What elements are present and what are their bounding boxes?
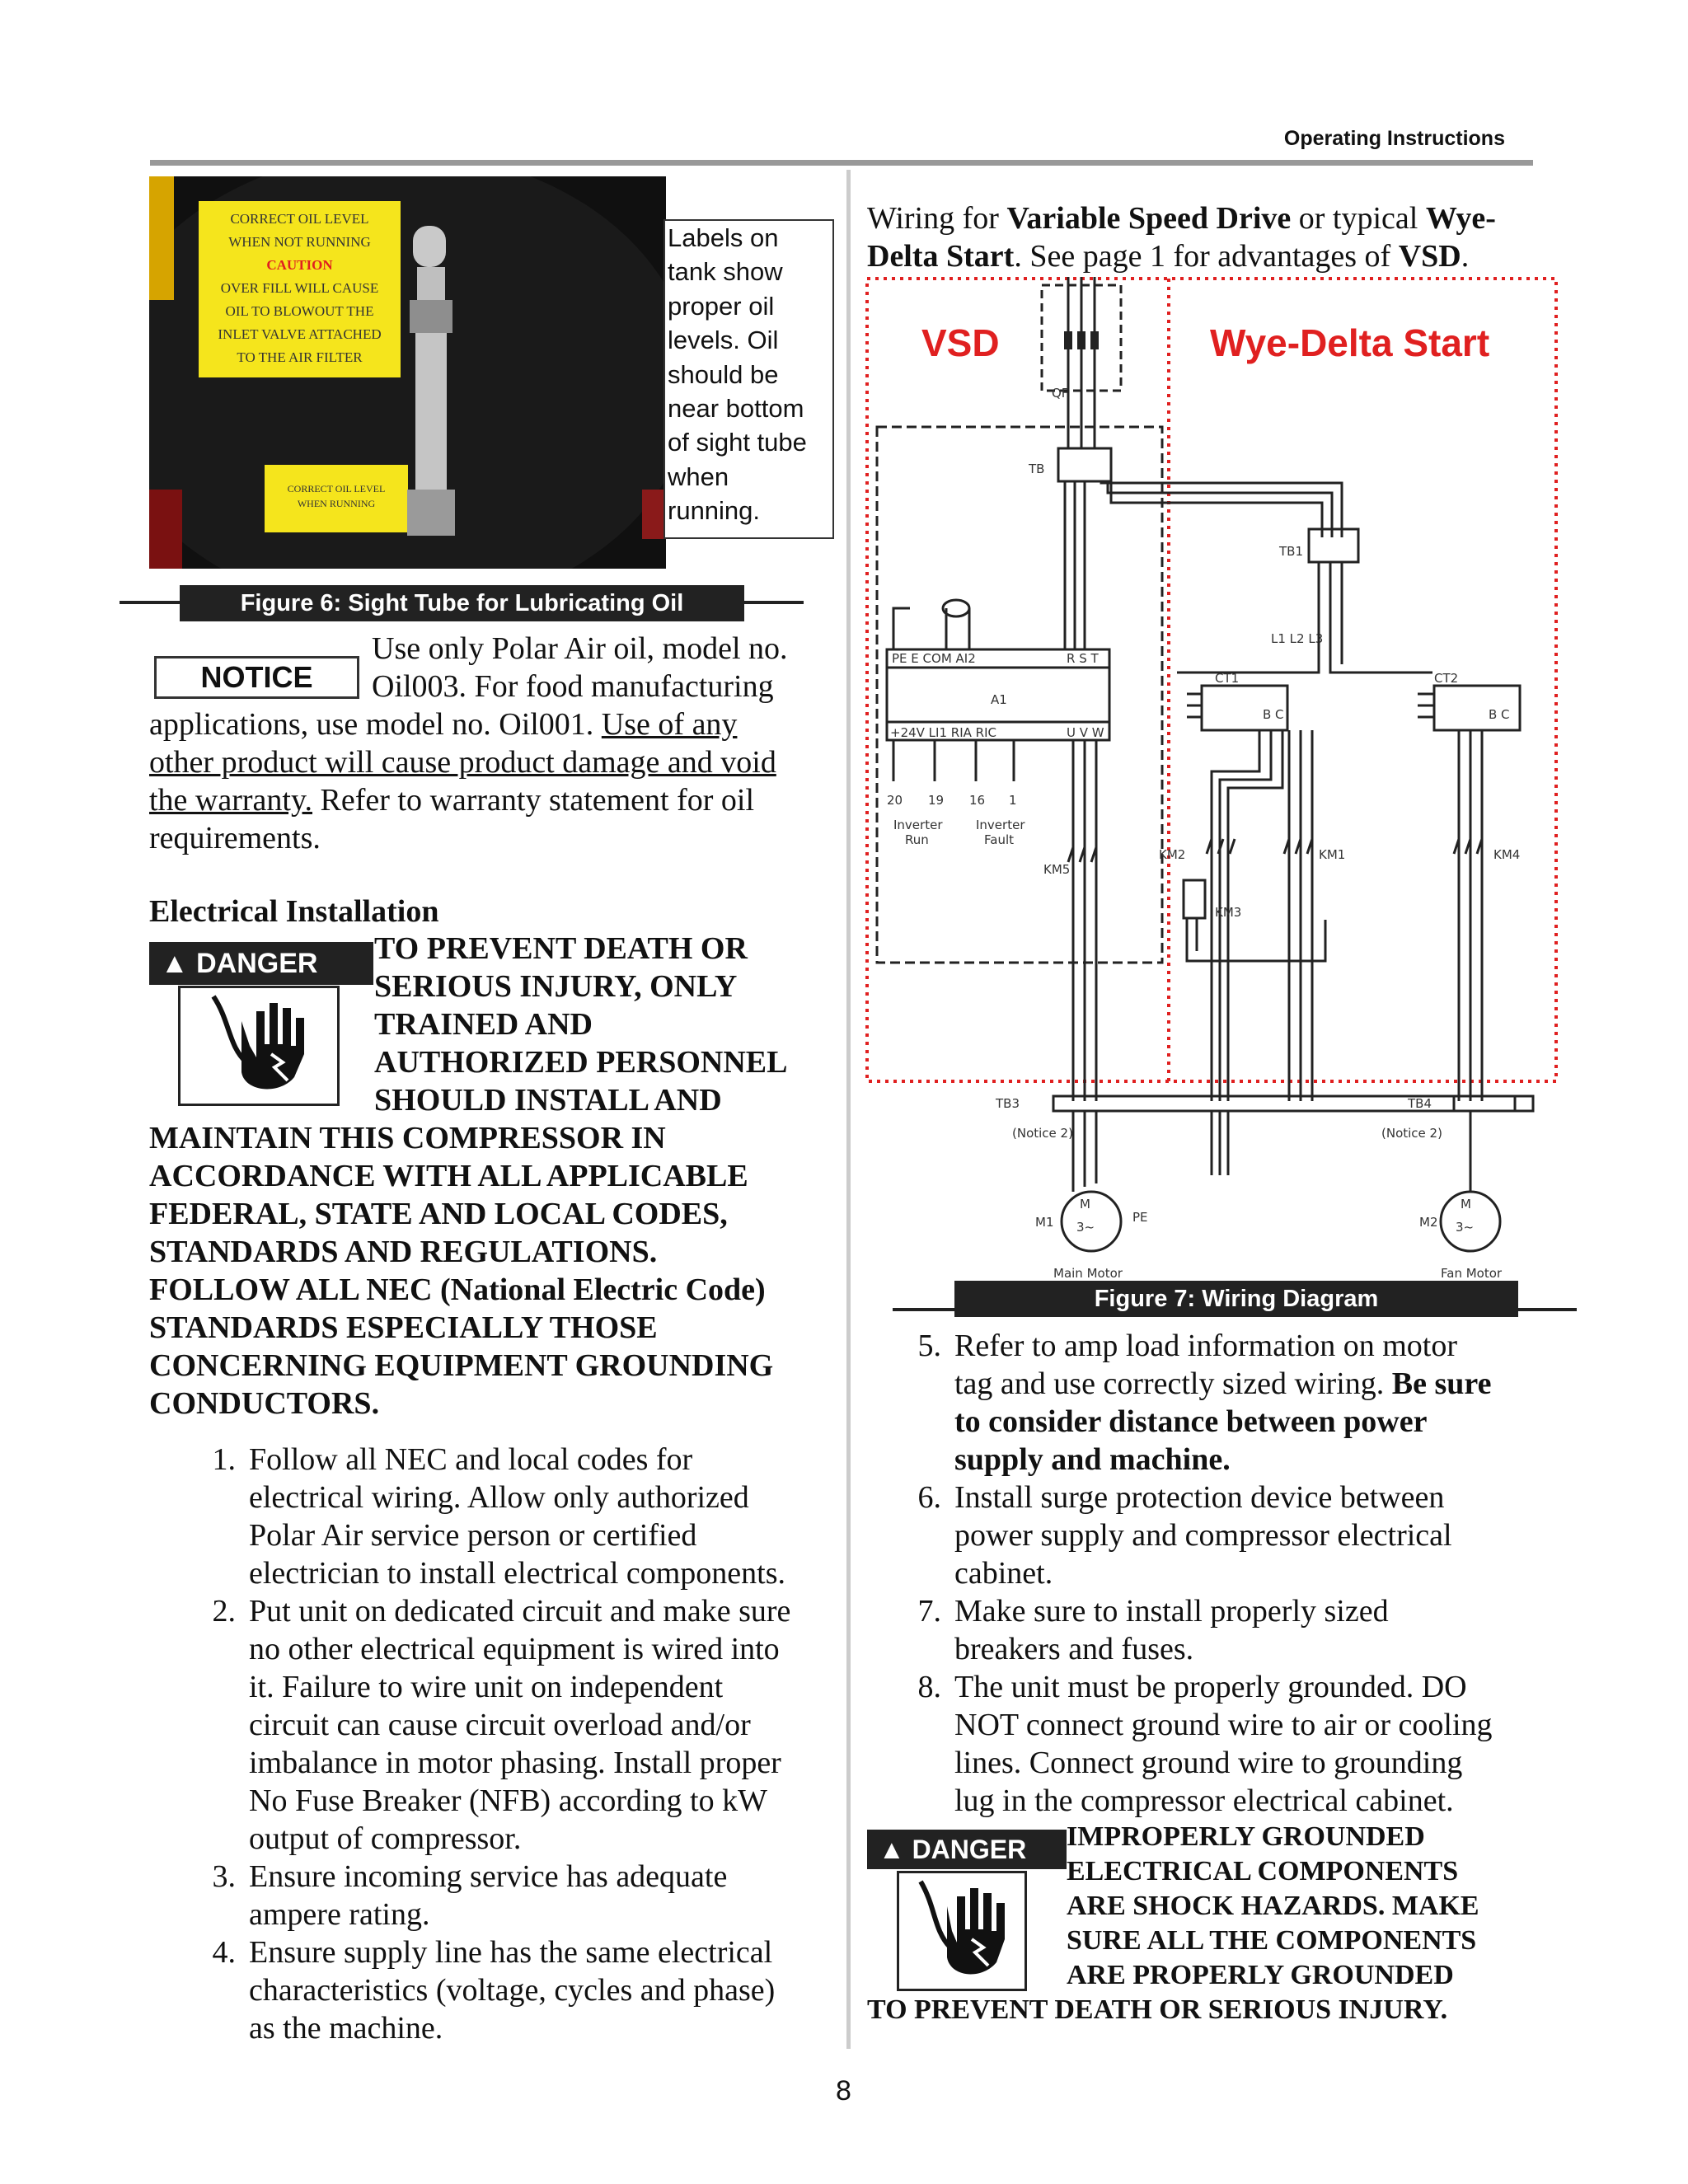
wye-delta-label: Wye-Delta Start (1210, 321, 1490, 364)
notice-line (149, 705, 737, 743)
list-line: Ensure incoming service has adequate (249, 1859, 728, 1894)
list-item (895, 1592, 1554, 1668)
danger-text-line: TRAINED AND (374, 1007, 593, 1042)
list-line: Follow all NEC and local codes for (249, 1442, 693, 1477)
terminal-20: 20 (887, 793, 903, 808)
intro-text: Wiring for (867, 201, 1007, 236)
list-number: 3. (212, 1859, 236, 1894)
intro-text-bold: Wye- (1425, 201, 1496, 236)
terminal-16: 16 (969, 793, 986, 808)
list-line: breakers and fuses. (954, 1632, 1194, 1666)
running-header: Operating Instructions (1283, 127, 1505, 150)
list-line: imbalance in motor phasing. Install proper (249, 1746, 781, 1780)
a1-terminals-rst: R S T (1067, 651, 1099, 666)
danger-badge (149, 942, 373, 985)
list-line: supply and machine. (954, 1442, 1231, 1477)
tb-block (1058, 448, 1111, 481)
list-number: 6. (917, 1480, 941, 1515)
danger-text-line: SHOULD INSTALL AND (374, 1083, 722, 1118)
list-number: 2. (212, 1594, 236, 1629)
list-number: 7. (917, 1594, 941, 1629)
photo-label-line: CAUTION (266, 257, 333, 273)
inverter-fault-label: Fault (984, 832, 1014, 847)
notice-warning-text: other product will cause product damage and void (149, 745, 776, 780)
figure7-caption: Figure 7: Wiring Diagram (954, 1281, 1518, 1317)
callout-line: of sight tube (668, 428, 807, 457)
notice-line (149, 781, 754, 819)
danger-text-line: SERIOUS INJURY, ONLY (374, 969, 738, 1004)
danger-text-line: ELECTRICAL COMPONENTS (1067, 1856, 1459, 1886)
qf-label: QF (1052, 386, 1069, 401)
column-divider (846, 170, 851, 2049)
danger-text-line: SURE ALL THE COMPONENTS (1067, 1925, 1477, 1956)
callout-line: tank show (668, 257, 783, 287)
callout-line: should be (668, 359, 779, 389)
notice-line: requirements. (149, 821, 321, 855)
danger-text-line: STANDARDS ESPECIALLY THOSE (149, 1310, 658, 1345)
notice-text: Refer to warranty statement for oil (312, 783, 755, 818)
list-line: as the machine. (249, 2011, 443, 2046)
danger-text-line: STANDARDS AND REGULATIONS. (149, 1235, 658, 1269)
list-line: it. Failure to wire unit on independent (249, 1670, 724, 1704)
callout-line: near bottom (668, 394, 804, 424)
notice-badge: NOTICE (154, 656, 359, 699)
danger-text-line: CONDUCTORS. (149, 1386, 380, 1421)
danger-text-line: FEDERAL, STATE AND LOCAL CODES, (149, 1197, 728, 1231)
wiring-intro-line (867, 199, 1496, 237)
danger-text-line: ARE SHOCK HAZARDS. MAKE (1067, 1891, 1479, 1921)
list-line: NOT connect ground wire to air or cooling (954, 1708, 1493, 1742)
km5-label: KM5 (1043, 862, 1071, 877)
warning-triangle-icon: ▲ (161, 948, 189, 979)
list-line: lug in the compressor electrical cabinet. (954, 1783, 1454, 1818)
a1-terminals-bottom: +24V LI1 RIA RIC (890, 725, 996, 740)
list-item (190, 1933, 832, 2049)
m1-label: M1 (1035, 1215, 1054, 1230)
intro-text: . (1461, 239, 1470, 274)
vsd-label: VSD (921, 321, 1000, 364)
km2-label: KM2 (1159, 847, 1186, 862)
inverter-run-label: Inverter (893, 818, 943, 832)
warning-triangle-icon: ▲ (879, 1835, 905, 1864)
list-text: tag and use correctly sized wiring. (954, 1366, 1392, 1401)
tb1-label: TB1 (1279, 544, 1303, 559)
callout-line: when (668, 462, 729, 491)
photo-label-line: WHEN RUNNING (297, 498, 376, 509)
list-line: power supply and compressor electrical (954, 1518, 1452, 1553)
danger-text-line: ACCORDANCE WITH ALL APPLICABLE (149, 1159, 748, 1193)
intro-text-bold: Delta Start (867, 239, 1015, 274)
notice-text: applications, use model no. Oil001. (149, 707, 602, 742)
photo-label-line: INLET VALVE ATTACHED (218, 326, 382, 342)
m2-label: M2 (1419, 1215, 1438, 1230)
list-line: No Fuse Breaker (NFB) according to kW (249, 1783, 767, 1818)
danger-text-line: MAINTAIN THIS COMPRESSOR IN (149, 1121, 666, 1155)
km1-label: KM1 (1319, 847, 1346, 862)
list-line: Refer to amp load information on motor (954, 1329, 1457, 1363)
figure6-caption: Figure 6: Sight Tube for Lubricating Oil (180, 585, 744, 621)
page-number: 8 (836, 2075, 851, 2107)
danger-label: DANGER (912, 1835, 1027, 1864)
notice-warning-text: the warranty. (149, 783, 312, 818)
tb4-bar (1454, 1096, 1533, 1111)
list-number: 8. (917, 1670, 941, 1704)
list-line: The unit must be properly grounded. DO (954, 1670, 1467, 1704)
list-line: no other electrical equipment is wired into (249, 1632, 780, 1666)
km4-label: KM4 (1493, 847, 1521, 862)
motor-m-label: M (1080, 1197, 1090, 1212)
list-line: electrical wiring. Allow only authorized (249, 1480, 749, 1515)
motor-phase-label: 3~ (1456, 1220, 1475, 1235)
photo-label-line: CORRECT OIL LEVEL (287, 483, 386, 494)
notice2-right: (Notice 2) (1381, 1126, 1442, 1141)
photo-label-line: TO THE AIR FILTER (237, 349, 363, 365)
figure6-callout (663, 219, 834, 539)
danger-text-line: TO PREVENT DEATH OR SERIOUS INJURY. (867, 1994, 1448, 2025)
list-line: Polar Air service person or certified (249, 1518, 697, 1553)
list-line (954, 1365, 1491, 1403)
ct2-bc: B C (1489, 707, 1510, 722)
list-text-bold: Be sure (1391, 1366, 1492, 1401)
notice-line: Oil003. For food manufacturing (372, 669, 774, 704)
danger-text-line: CONCERNING EQUIPMENT GROUNDING (149, 1348, 774, 1383)
callout-line: proper oil (668, 291, 775, 321)
tb-label: TB (1029, 462, 1045, 476)
motor-phase-label: 3~ (1076, 1220, 1095, 1235)
list-line: circuit can cause circuit overload and/or (249, 1708, 751, 1742)
tb3-label: TB3 (996, 1096, 1020, 1111)
intro-text-bold: Variable Speed Drive (1006, 201, 1292, 236)
list-item (190, 1592, 832, 1864)
callout-line: running. (668, 496, 761, 526)
notice-line: Use only Polar Air oil, model no. (372, 631, 788, 666)
list-item (895, 1327, 1554, 1483)
list-line: output of compressor. (249, 1821, 522, 1856)
list-item (190, 1858, 832, 1933)
photo-label-line: WHEN NOT RUNNING (228, 234, 371, 250)
list-number: 5. (917, 1329, 941, 1363)
danger-text-line: FOLLOW ALL NEC (National Electric Code) (149, 1272, 766, 1307)
wiring-intro-line (867, 237, 1469, 275)
km3-contactor (1184, 880, 1205, 918)
list-line: ampere rating. (249, 1897, 430, 1932)
list-line: characteristics (voltage, cycles and phase) (249, 1973, 776, 2008)
km3-label: KM3 (1215, 905, 1242, 920)
list-line: Put unit on dedicated circuit and make sure (249, 1594, 791, 1629)
list-line: cabinet. (954, 1556, 1053, 1591)
pe-label: PE (1132, 1210, 1148, 1225)
electric-shock-icon (178, 986, 340, 1106)
a1-terminals-top: PE E COM AI2 (892, 651, 976, 666)
a1-terminals-uvw: U V W (1067, 725, 1104, 740)
electric-shock-icon (897, 1871, 1027, 1991)
list-item (190, 1441, 832, 1597)
a1-label: A1 (991, 692, 1007, 707)
callout-line: levels. Oil (668, 326, 779, 355)
sight-tube-photo (149, 176, 666, 569)
photo-label-line: CORRECT OIL LEVEL (230, 211, 369, 227)
motor-m-label: M (1461, 1197, 1471, 1212)
tb1-block (1309, 529, 1358, 562)
intro-text-bold: VSD (1398, 239, 1461, 274)
ct2-label: CT2 (1434, 671, 1459, 686)
ct1-bc: B C (1263, 707, 1284, 722)
danger-badge (867, 1830, 1067, 1869)
wiring-diagram (864, 277, 1573, 1299)
photo-label-line: OIL TO BLOWOUT THE (225, 303, 374, 319)
l123-label: L1 L2 L3 (1271, 631, 1324, 646)
list-line: Ensure supply line has the same electrical (249, 1935, 773, 1970)
list-number: 4. (212, 1935, 236, 1970)
notice2-left: (Notice 2) (1012, 1126, 1073, 1141)
danger-text-line: IMPROPERLY GROUNDED (1067, 1821, 1425, 1852)
terminal-19: 19 (928, 793, 945, 808)
header-rule (150, 160, 1533, 166)
photo-label-line: OVER FILL WILL CAUSE (220, 280, 379, 296)
vsd-enclosure (877, 427, 1162, 963)
section-heading: Electrical Installation (149, 894, 439, 929)
list-item (895, 1668, 1554, 1825)
list-line: to consider distance between power (954, 1404, 1428, 1439)
tb3-bar (1053, 1096, 1515, 1111)
notice-warning-text: Use of any (601, 707, 738, 742)
list-line: Install surge protection device between (954, 1480, 1445, 1515)
tb4-label: TB4 (1408, 1096, 1432, 1111)
inverter-run-label: Run (905, 832, 929, 847)
main-motor-label: Main Motor (1053, 1266, 1123, 1281)
intro-text: . See page 1 for advantages of (1014, 239, 1399, 274)
list-number: 1. (212, 1442, 236, 1477)
list-line: Make sure to install properly sized (954, 1594, 1389, 1629)
danger-text-line: AUTHORIZED PERSONNEL (374, 1045, 788, 1080)
list-item (895, 1479, 1554, 1594)
ct1-label: CT1 (1215, 671, 1240, 686)
danger-text-line: ARE PROPERLY GROUNDED (1067, 1960, 1454, 1990)
callout-line: Labels on (668, 223, 779, 252)
inverter-fault-label: Inverter (976, 818, 1025, 832)
list-line: electrician to install electrical components. (249, 1556, 786, 1591)
fan-motor-label: Fan Motor (1441, 1266, 1503, 1281)
terminal-1: 1 (1009, 793, 1017, 808)
danger-label: DANGER (196, 948, 318, 979)
list-line: lines. Connect ground wire to grounding (954, 1746, 1463, 1780)
danger-text-line: TO PREVENT DEATH OR (374, 931, 748, 966)
intro-text: or typical (1291, 201, 1426, 236)
